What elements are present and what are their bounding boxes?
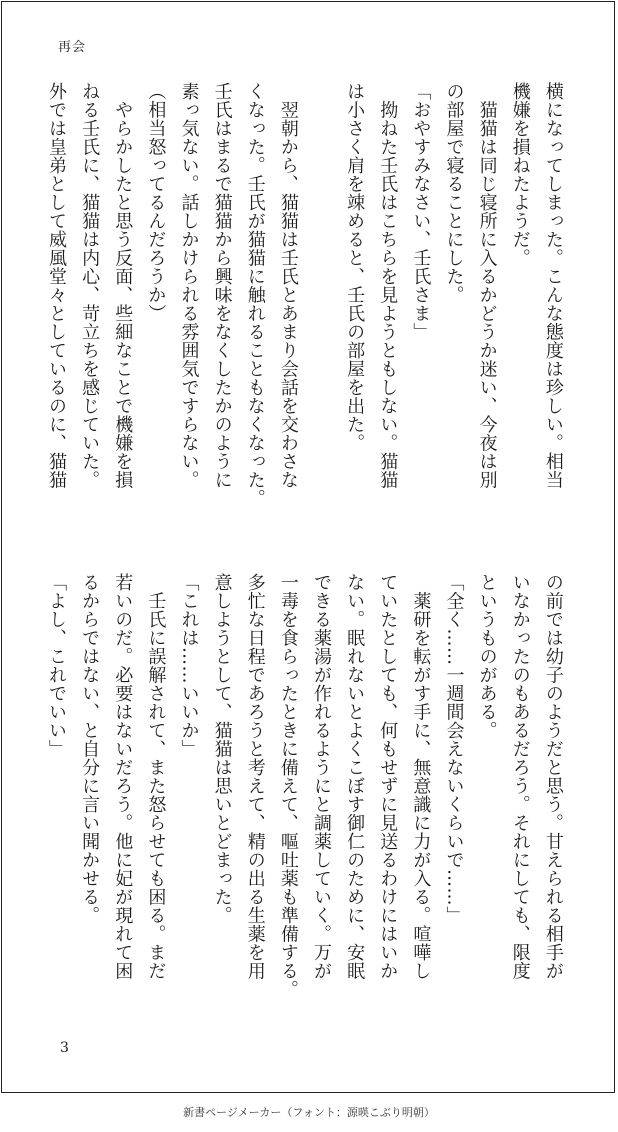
text-line: 壬氏に誤解されて、また怒らせても困る。まだ — [145, 573, 167, 980]
text-line: 「全く……一週間会えないくらいで……」 — [443, 573, 465, 925]
upper-text-block — [47, 82, 562, 537]
text-line: るからではない、と自分に言い聞かせる。 — [79, 573, 101, 925]
lower-text-block — [47, 573, 562, 1028]
text-line: の部屋で寝ることにした。 — [443, 82, 465, 304]
text-line: やらかしたと思う反面、些細なことで機嫌を損 — [112, 82, 134, 489]
text-line: ねる壬氏に、猫猫は内心、苛立ちを感じていた。 — [79, 82, 101, 489]
text-line: 拗ねた壬氏はこちらを見ようともしない。猫猫 — [377, 82, 399, 489]
text-line: くなった。壬氏が猫猫に触れることもなくなった。 — [244, 82, 266, 508]
text-line: 素っ気ない。話しかけられる雰囲気ですらない。 — [178, 82, 200, 489]
text-line: は小さく肩を竦めると、壬氏の部屋を出た。 — [344, 82, 366, 452]
text-line: 外では皇弟として威風堂々としているのに、猫猫 — [46, 82, 67, 489]
footer-credit: 新書ページメーカー（フォント：源暎こぶり明朝） — [183, 1106, 435, 1119]
text-line: できる薬湯が作れるようにと調薬していく。万が — [311, 573, 332, 980]
text-line: というものがある。 — [476, 573, 498, 740]
text-line: 猫猫は同じ寝所に入るかどうか迷い、今夜は別 — [476, 82, 498, 489]
book-page — [1, 1, 615, 1093]
text-line: ない。眠れないとよくこぼす御仁のために、安眠 — [344, 573, 366, 980]
text-line: いなかったのもあるだろう。それにしても、限度 — [509, 573, 531, 980]
text-line: 「これは……いいか」 — [178, 573, 200, 758]
text-line: ていたとしても、何もせずに見送るわけにはいか — [377, 573, 399, 980]
text-line: 薬研を転がす手に、無意識に力が入る。喧嘩し — [410, 573, 432, 980]
chapter-title: 再会 — [58, 40, 87, 55]
page-number: 3 — [60, 1040, 69, 1056]
text-line: 横になってしまった。こんな態度は珍しい。相当 — [542, 82, 564, 489]
text-line: 壬氏はまるで猫猫から興味をなくしたかのように — [211, 82, 233, 489]
text-line: 一毒を食らったときに備えて、嘔吐薬も準備する。 — [277, 573, 299, 999]
text-line: の前では幼子のようだと思う。甘えられる相手が — [542, 573, 564, 980]
text-line: 「よし、これでいい」 — [46, 573, 67, 758]
text-line: 「おやすみなさい、壬氏さま」 — [410, 82, 432, 341]
text-line: 若いのだ。必要はないだろう。他に妃が現れて困 — [112, 573, 134, 980]
text-line: 多忙な日程であろうと考えて、精の出る生薬を用 — [244, 573, 266, 980]
text-line: 機嫌を損ねたようだ。 — [509, 82, 531, 267]
text-line: 意しようとして、猫猫は思いとどまった。 — [211, 573, 233, 925]
text-line: 翌朝から、猫猫は壬氏とあまり会話を交わさな — [277, 82, 299, 489]
text-line: （相当怒ってるんだろうか） — [145, 82, 167, 323]
